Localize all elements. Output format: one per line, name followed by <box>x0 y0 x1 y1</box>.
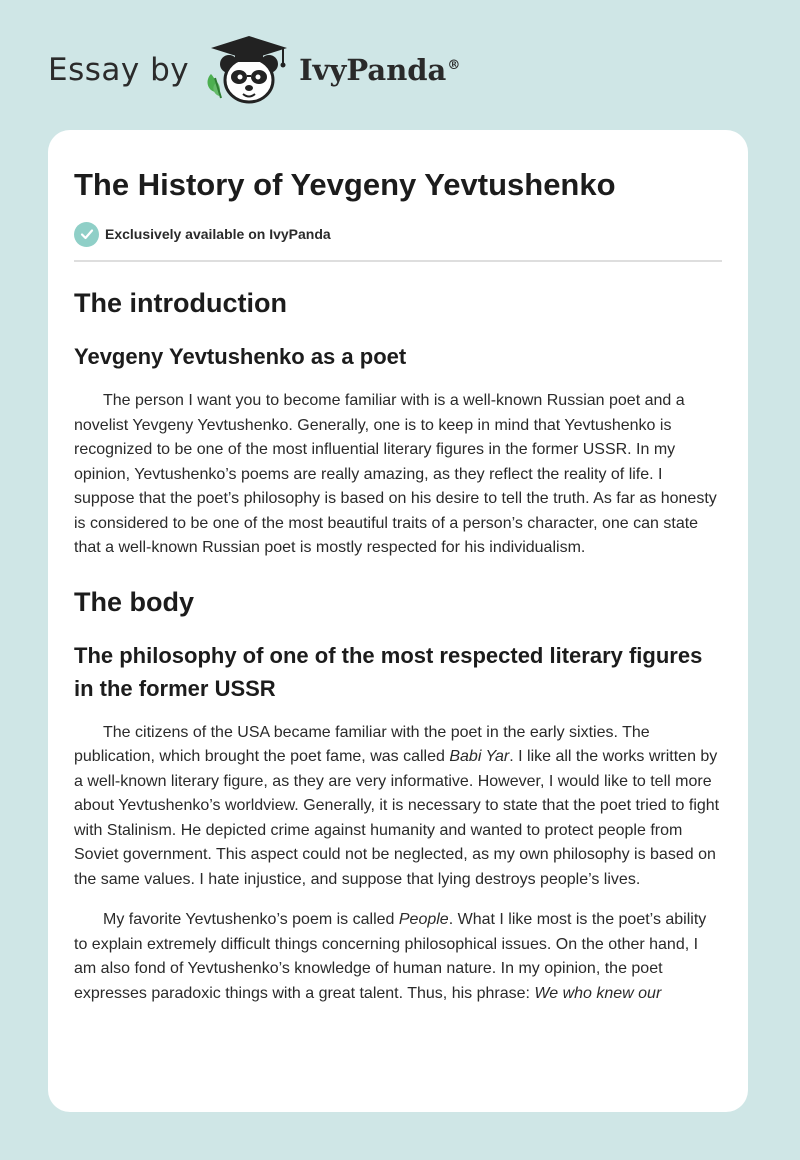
paragraph-3: My favorite Yevtushenko’s poem is called People. What I like most is the poet’s ability to explain extremely difficult things concerning philosophical issues. On the other hand, I am also fond of Yevtushenko’s knowledge of human nature. In my opinion, the poet expresses paradoxic things with a great talent. Thus, his phrase: We who knew our <box>74 911 707 1002</box>
page-title: The History of Yevgeny Yevtushenko <box>74 167 616 202</box>
panda-mascot-icon <box>203 30 295 110</box>
brand-name: IvyPanda® <box>299 53 461 87</box>
title-babi-yar: Babi Yar <box>449 748 510 765</box>
brand-logo[interactable] <box>48 30 460 110</box>
subheading-philosophy: The philosophy of one of the most respected literary figures in the former USSR <box>74 642 703 701</box>
checkmark-icon <box>74 222 99 247</box>
title-people: People <box>398 911 449 928</box>
brand-prefix: Essay by <box>48 52 190 88</box>
quote-excerpt: We who knew our <box>534 984 662 1002</box>
exclusive-badge-label: Exclusively available on IvyPanda <box>105 226 331 242</box>
paragraph-1: The person I want you to become familiar with is a well-known Russian poet and a novelist Yevgeny Yevtushenko. Generally, one is to keep in mind that Yevtushenko is recognized to be one of the most influential literary figures in the former USSR. In my opinion, Yevtushenko’s poems are really amazing, as they reflect the reality of life. I suppose that the poet’s philosophy is based on his desire to tell the truth. As far as honesty is considered to be one of the most beautiful traits of a person’s character, one can state that a well-known Russian poet is mostly respected for his individualism. <box>74 392 717 556</box>
divider <box>74 260 722 262</box>
section-heading-introduction: The introduction <box>74 288 287 318</box>
essay-card <box>48 130 748 1112</box>
section-heading-body: The body <box>74 586 194 617</box>
exclusive-badge <box>74 220 722 248</box>
paragraph-2: The citizens of the USA became familiar with the poet in the early sixties. The publication, which brought the poet fame, was called Babi Yar. I like all the works written by a well-known literary figure, as they are very informative. However, I would like to tell more about Yevtushenko’s worldview. Generally, it is necessary to state that the poet tried to fight with Stalinism. He depicted crime against humanity and wanted to protect people from Soviet government. This aspect could not be neglected, as my own philosophy is based on the same values. I hate injustice, and suppose that lying destroys people’s lives. <box>74 723 720 888</box>
subheading-poet: Yevgeny Yevtushenko as a poet <box>74 344 407 369</box>
